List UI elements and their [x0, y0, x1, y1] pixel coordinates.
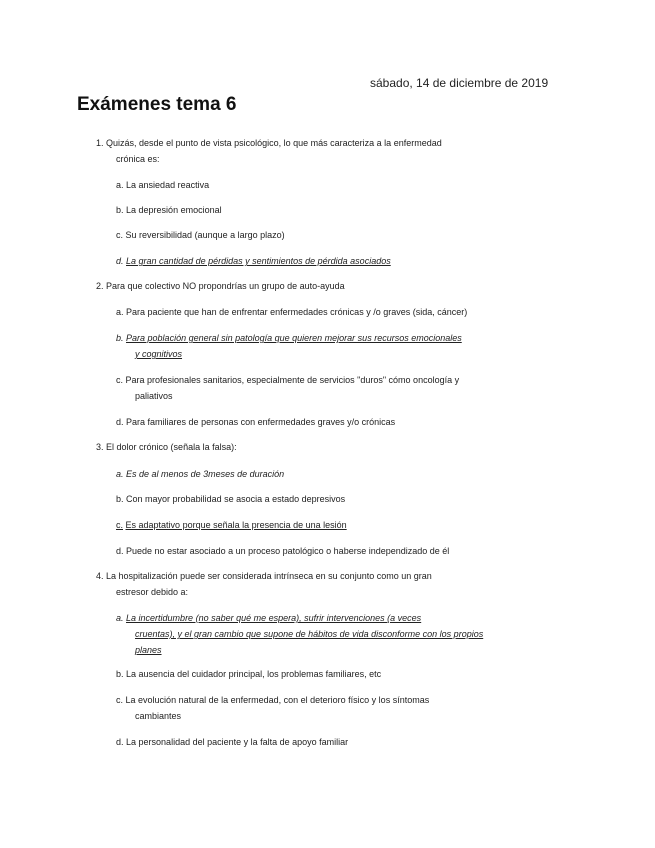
option-3b [116, 491, 536, 507]
option-letter: d. [116, 546, 124, 556]
option-letter: c. [116, 695, 124, 705]
question-number: 4. [96, 571, 104, 581]
option-3a [116, 466, 536, 482]
option-text: Para paciente que han de enfrentar enfermedades crónicas y /o graves (sida, cáncer) [126, 307, 468, 317]
option-letter: b. [116, 333, 124, 343]
option-text: Para familiares de personas con enfermedades graves y/o crónicas [126, 417, 396, 427]
option-text: Puede no estar asociado a un proceso patológico o haberse independizado de él [126, 546, 450, 556]
option-text-continued: paliativos [135, 391, 173, 401]
question-number: 3. [96, 442, 104, 452]
option-2c [116, 372, 536, 404]
option-text: La gran cantidad de pérdidas y sentimientos de pérdida asociados [126, 256, 391, 266]
option-text: Con mayor probabilidad se asocia a estado depresivos [126, 494, 346, 504]
option-letter: b. [116, 494, 124, 504]
question-text: Quizás, desde el punto de vista psicológico, lo que más caracteriza a la enfermedad [106, 138, 442, 148]
option-2b-answer [116, 330, 536, 362]
option-1d-answer [116, 253, 536, 269]
option-text: Para población general sin patología que quieren mejorar sus recursos emocionales [126, 333, 462, 343]
option-letter: c. [116, 230, 124, 240]
option-text: La ausencia del cuidador principal, los problemas familiares, etc [126, 669, 382, 679]
option-letter: c. [116, 375, 124, 385]
question-text: Para que colectivo NO propondrías un grupo de auto-ayuda [106, 281, 345, 291]
question-text-continued: crónica es: [116, 153, 160, 164]
option-text: La ansiedad reactiva [126, 180, 210, 190]
question-text: El dolor crónico (señala la falsa): [106, 442, 237, 452]
question-2 [96, 279, 516, 295]
option-text: Es de al menos de 3meses de duración [126, 469, 285, 479]
option-1c [116, 227, 536, 243]
option-letter: a. [116, 613, 124, 623]
option-letter: b. [116, 669, 124, 679]
question-text-continued: estresor debido a: [116, 586, 189, 597]
option-4d [116, 734, 536, 750]
option-text-continued: planes [135, 645, 162, 655]
option-2d [116, 414, 536, 430]
question-4 [96, 569, 516, 600]
option-2a [116, 304, 536, 320]
option-letter: a. [116, 180, 124, 190]
question-number: 1. [96, 138, 104, 148]
question-1 [96, 136, 516, 167]
option-1b [116, 202, 536, 218]
option-text: Para profesionales sanitarios, especialmente de servicios "duros" cómo oncología y [125, 375, 460, 385]
option-text: La personalidad del paciente y la falta de apoyo familiar [126, 737, 349, 747]
document-title: Exámenes tema 6 [77, 94, 237, 115]
option-text: La evolución natural de la enfermedad, con el deterioro físico y los síntomas [125, 695, 430, 705]
option-3d [116, 543, 536, 559]
option-letter: c. [116, 520, 124, 530]
option-letter: b. [116, 205, 124, 215]
option-3c-answer [116, 517, 536, 533]
question-text: La hospitalización puede ser considerada intrínseca en su conjunto como un gran [106, 571, 432, 581]
option-4b [116, 666, 536, 682]
option-letter: d. [116, 256, 124, 266]
option-text-continued: cambiantes [135, 711, 182, 721]
option-1a [116, 177, 536, 193]
option-text-continued: y cognitivos [135, 349, 183, 359]
option-text: Es adaptativo porque señala la presencia de una lesión [125, 520, 347, 530]
option-letter: d. [116, 417, 124, 427]
option-letter: a. [116, 469, 124, 479]
question-3 [96, 440, 516, 456]
option-text-continued: cruentas), y el gran cambio que supone de hábitos de vida disconforme con los propios [135, 629, 484, 639]
option-text: La incertidumbre (no saber qué me espera), sufrir intervenciones (a veces [126, 613, 422, 623]
option-text: La depresión emocional [126, 205, 222, 215]
question-number: 2. [96, 281, 104, 291]
option-letter: d. [116, 737, 124, 747]
option-4a-answer [116, 610, 536, 658]
document-date: sábado, 14 de diciembre de 2019 [370, 76, 549, 90]
option-text: Su reversibilidad (aunque a largo plazo) [125, 230, 285, 240]
option-4c [116, 692, 536, 724]
option-letter: a. [116, 307, 124, 317]
